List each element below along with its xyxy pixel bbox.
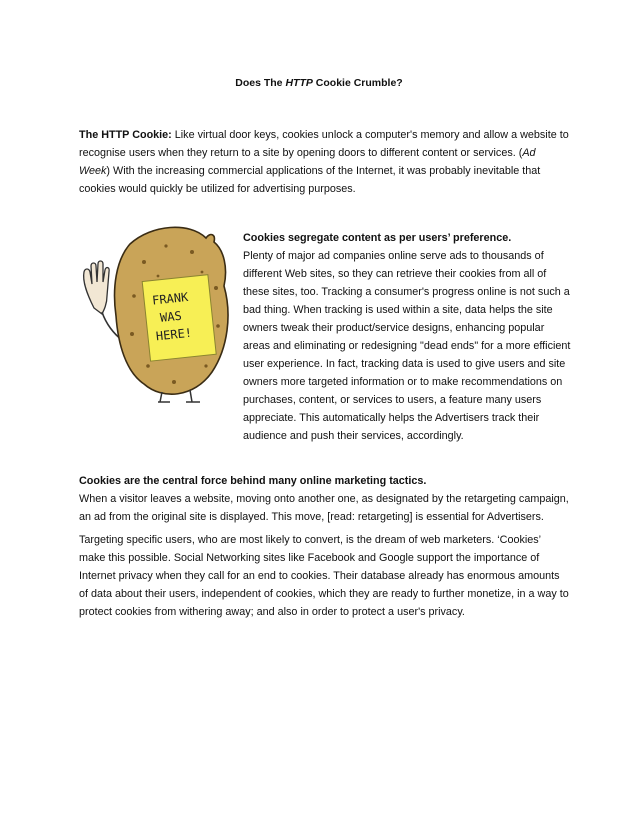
marketing-section bbox=[79, 472, 569, 526]
cookies-segregate-section bbox=[243, 229, 573, 445]
sticky-note-line-3: HERE! bbox=[155, 325, 193, 344]
intro-source: Ad Week bbox=[79, 147, 536, 177]
intro-text-a: Like virtual door keys, cookies unlock a computer's memory and allow a website to recognise users when they return to a site by opening doors to different content or services. ( bbox=[79, 129, 569, 159]
targeting-paragraph: Targeting specific users, who are most likely to convert, is the dream of web marketers. ‘Cookies’ make this possible. Social Networking sites like Facebook and Google support the importance of Internet privacy when they call for an end to cookies. Their database already has enormous amounts of data about their users, independent of cookies, which they are ready to further monetize, in a way to protect cookies from withering away; and also in order to protect a user's privacy. bbox=[79, 534, 569, 618]
page-title bbox=[0, 76, 638, 90]
cookie-character-illustration bbox=[74, 216, 244, 404]
intro-paragraph bbox=[79, 126, 569, 198]
intro-text-b: ) With the increasing commercial applications of the Internet, it was probably inevitable that cookies would quickly be utilized for advertising purposes. bbox=[79, 165, 541, 195]
section-heading: Cookies segregate content as per users’ preference. bbox=[243, 232, 512, 244]
title-suffix: Cookie Crumble? bbox=[312, 77, 403, 89]
section-paragraph: When a visitor leaves a website, moving onto another one, as designated by the retargeting campaign, an ad from the original site is displayed. This move, [read: retargeting] is essential for Advertisers. bbox=[79, 493, 569, 523]
sticky-note-line-1: FRANK bbox=[151, 289, 189, 308]
intro-lead: The HTTP Cookie: bbox=[79, 129, 172, 141]
section-heading: Cookies are the central force behind many online marketing tactics. bbox=[79, 475, 427, 487]
title-italic: HTTP bbox=[285, 77, 313, 89]
section-body: Plenty of major ad companies online serve ads to thousands of different Web sites, so they can retrieve their cookies from all of these sites, too. Tracking a consumer's progress online is not such a bad thing. When tracking is used within a site, data helps the site owners tweak their product/service designs, enhancing popular areas and eliminating or redesigning "dead ends" for a more efficient user experience. In fact, tracking data is used to give users and site owners more targeted information or to make recommendations on purchases, content, or services to users, a feature many users appreciate. This automatically helps the Advertisers track their audience and push their services, accordingly. bbox=[243, 250, 571, 442]
sticky-note-line-2: WAS bbox=[159, 308, 183, 325]
title-prefix: Does The bbox=[235, 77, 286, 89]
